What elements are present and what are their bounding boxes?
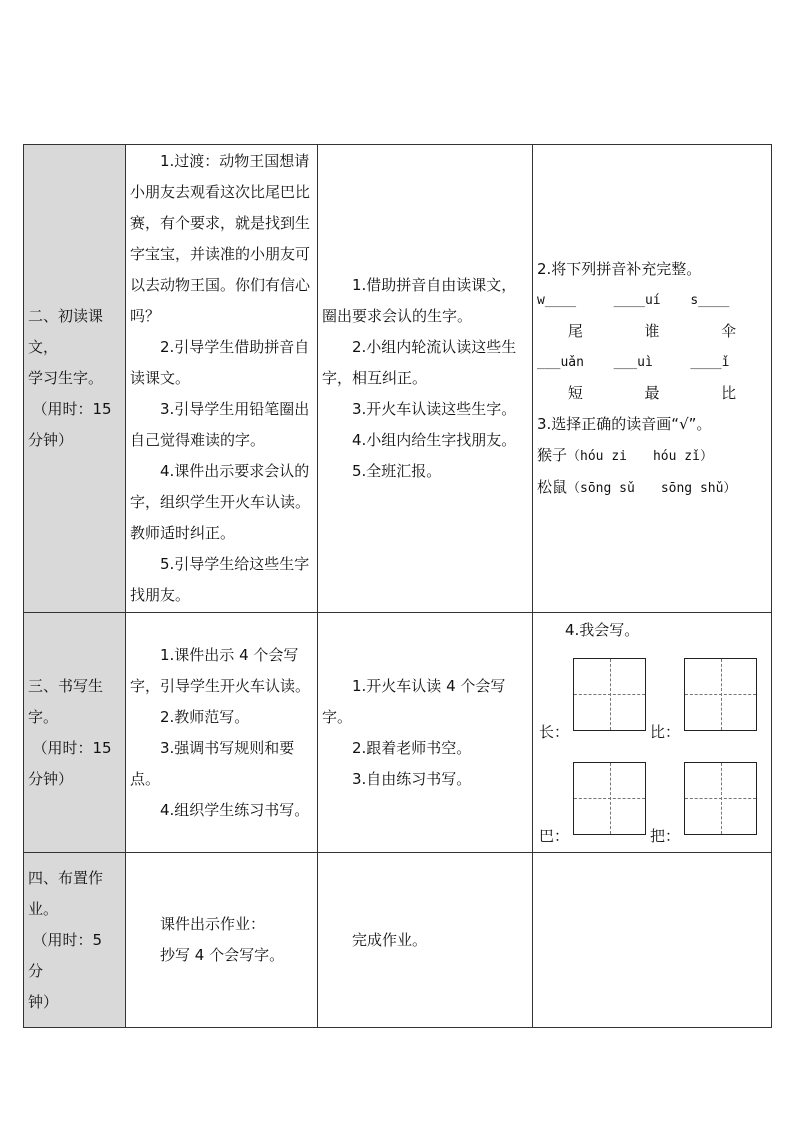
exercise-title: 4.我会写。	[565, 620, 640, 639]
reading-option	[537, 472, 767, 504]
student-step: 完成作业。	[352, 930, 428, 949]
pinyin-blank: ___uì	[613, 354, 653, 370]
teacher-step: 2.引导学生借助拼音自读课文。	[130, 338, 310, 387]
option-word: 松鼠	[537, 477, 568, 496]
teacher-step: 4.组织学生练习书写。	[160, 800, 310, 819]
table-row	[24, 613, 772, 853]
stage-line: （用时：15	[32, 738, 112, 757]
student-activity-cell	[318, 853, 533, 1028]
table-row	[24, 145, 772, 613]
table-row	[24, 853, 772, 1028]
stage-cell	[24, 613, 126, 853]
exercise-cell	[533, 145, 772, 613]
hanzi: 比	[721, 383, 737, 402]
tianzige-grid[interactable]	[684, 762, 757, 835]
tianzige-grid[interactable]	[684, 658, 757, 731]
student-step: 1.借助拼音自由读课文，圈出要求会认的生字。	[322, 276, 517, 325]
teacher-activity-cell	[126, 145, 318, 613]
student-step: 4.小组内给生字找朋友。	[352, 431, 517, 449]
tianzige-grid[interactable]	[573, 658, 646, 731]
char-row	[537, 316, 767, 347]
option-b: sōng shǔ）	[660, 480, 737, 496]
option-b: hóu zǐ）	[652, 448, 713, 464]
exercise-title: 3.选择正确的读音画“√”。	[537, 414, 712, 433]
lesson-plan-table	[23, 144, 772, 1028]
pinyin-blank: ____uí	[613, 292, 661, 308]
write-char-label: 巴：	[539, 826, 570, 845]
stage-cell	[24, 853, 126, 1028]
pinyin-blank-row	[537, 347, 767, 378]
tianzige-grid[interactable]	[573, 762, 646, 835]
student-activity-cell	[318, 145, 533, 613]
teacher-activity-cell	[126, 613, 318, 853]
hanzi: 尾	[567, 321, 583, 340]
pinyin-blank: ____ǐ	[690, 354, 730, 370]
write-char-label: 把：	[650, 826, 681, 845]
stage-line: 分钟）	[28, 431, 74, 449]
teacher-step: 课件出示作业：	[160, 915, 266, 933]
option-a: （sōng sǔ	[567, 480, 635, 496]
stage-line: 学习生字。	[28, 369, 104, 387]
write-char-label: 长：	[539, 722, 570, 741]
teacher-step: 5.引导学生给这些生字找朋友。	[130, 555, 310, 604]
student-step: 3.自由练习书写。	[352, 769, 472, 788]
student-step: 2.跟着老师书空。	[352, 738, 472, 757]
writing-practice-area	[533, 614, 771, 852]
student-step: 3.开火车认读这些生字。	[352, 400, 517, 418]
teacher-step: 3.引导学生用铅笔圈出自己觉得难读的字。	[130, 400, 310, 449]
pinyin-blank-row	[537, 285, 767, 316]
char-row	[537, 378, 767, 409]
exercise-cell	[533, 613, 772, 853]
write-char-label: 比：	[650, 722, 681, 741]
stage-cell	[24, 145, 126, 613]
teacher-step: 1.过渡：动物王国想请小朋友去观看这次比尾巴比赛，有个要求，就是找到生字宝宝，并读准的小朋友可以去动物王国。你们有信心吗？	[130, 152, 311, 325]
pinyin-blank: w____	[537, 292, 577, 308]
teacher-step: 2.教师范写。	[160, 707, 250, 726]
student-step: 1.开火车认读 4 个会写字。	[322, 676, 506, 726]
exercise-title: 2.将下列拼音补充完整。	[537, 259, 702, 278]
student-step: 5.全班汇报。	[352, 462, 442, 480]
student-activity-cell	[318, 613, 533, 853]
teacher-step: 抄写 4 个会写字。	[160, 946, 285, 964]
stage-line: （用时：15	[32, 400, 112, 418]
option-word: 猴子	[537, 445, 568, 464]
student-step: 2.小组内轮流认读这些生字，相互纠正。	[322, 338, 517, 387]
hanzi: 谁	[644, 321, 660, 340]
hanzi: 短	[567, 383, 583, 402]
hanzi: 伞	[721, 321, 737, 340]
stage-line: 四、布置作业。	[28, 868, 104, 918]
pinyin-blank: ___uǎn	[537, 354, 584, 370]
exercise-cell-empty	[533, 853, 772, 1028]
teacher-activity-cell	[126, 853, 318, 1028]
stage-line: 分钟）	[28, 769, 74, 788]
stage-line: 二、初读课文，	[28, 307, 104, 356]
reading-option	[537, 440, 767, 472]
stage-line: （用时：5 分	[28, 930, 103, 980]
teacher-step: 3.强调书写规则和要点。	[130, 738, 295, 788]
teacher-step: 1.课件出示 4 个会写字，引导学生开火车认读。	[130, 645, 311, 695]
option-a: （hóu zi	[567, 448, 627, 464]
stage-line: 钟）	[28, 992, 59, 1011]
hanzi: 最	[644, 383, 660, 402]
pinyin-blank: s____	[690, 292, 730, 308]
teacher-step: 4.课件出示要求会认的字，组织学生开火车认读。教师适时纠正。	[130, 462, 311, 542]
stage-line: 三、书写生字。	[28, 676, 104, 726]
